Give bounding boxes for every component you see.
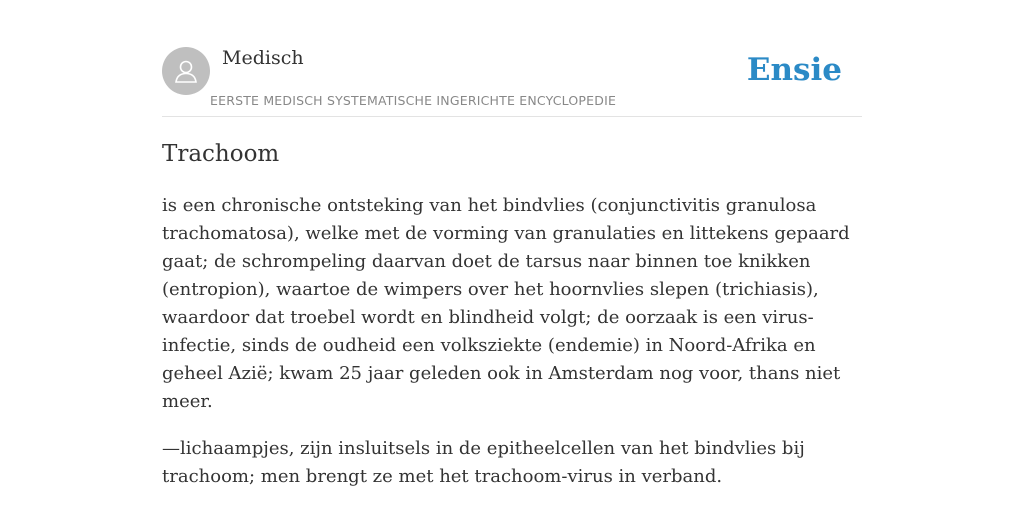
article-body: [162, 192, 862, 510]
brand-logo[interactable]: Ensie: [746, 52, 842, 88]
article-paragraph: —lichaampjes, zijn insluitsels in de epitheelcellen van het bindvlies bij trachoom; men brengt ze met het trachoom-virus in verband.: [162, 438, 805, 487]
avatar[interactable]: [162, 47, 210, 95]
header: [162, 46, 862, 117]
article-paragraph: is een chronische ontsteking van het bindvlies (conjunctivitis granulosa trachomatosa), welke met de vorming van granulaties en littekens gepaard gaat; de schrompeling daarvan doet de tarsus naar binnen toe knikken (entropion), waartoe de wimpers over het hoornvlies slepen (trichiasis), waardoor dat troebel wordt en blindheid volgt; de oorzaak is een virus-infectie, sinds de oudheid een volksziekte (endemie) in Noord-Afrika en geheel Azië; kwam 25 jaar geleden ook in Amsterdam nog voor, thans niet meer.: [162, 195, 850, 412]
author-subtitle: EERSTE MEDISCH SYSTEMATISCHE INGERICHTE ENCYCLOPEDIE: [210, 93, 617, 108]
author-name[interactable]: Medisch: [222, 47, 304, 69]
user-icon: [171, 56, 201, 86]
page-title: Trachoom: [162, 141, 280, 167]
